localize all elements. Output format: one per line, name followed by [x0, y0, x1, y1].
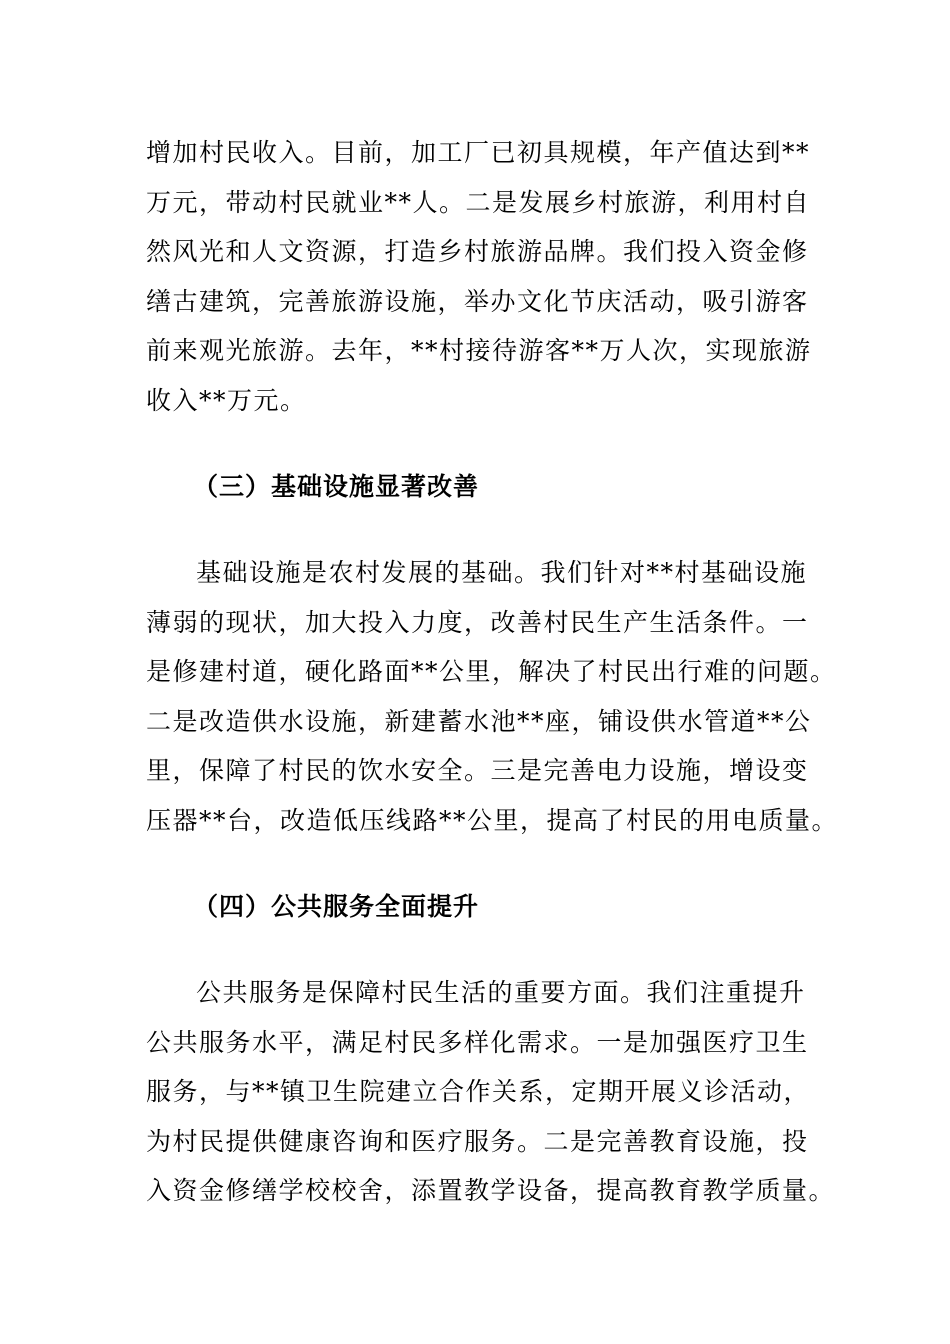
paragraph-line: 是修建村道，硬化路面**公里，解决了村民出行难的问题。 [146, 657, 837, 686]
section-heading-4: （四）公共服务全面提升 [193, 892, 480, 921]
paragraph-line: 增加村民收入。目前，加工厂已初具规模，年产值达到** [146, 138, 811, 167]
section-heading-3: （三）基础设施显著改善 [193, 472, 480, 501]
paragraph-line: 二是改造供水设施，新建蓄水池**座，铺设供水管道**公 [146, 707, 812, 736]
paragraph-line: 然风光和人文资源，打造乡村旅游品牌。我们投入资金修 [146, 237, 809, 266]
paragraph-line: 公共服务水平，满足村民多样化需求。一是加强医疗卫生 [146, 1028, 809, 1057]
paragraph-line: 为村民提供健康咨询和医疗服务。二是完善教育设施，投 [146, 1127, 809, 1156]
paragraph-line: 收入**万元。 [146, 386, 307, 415]
paragraph-line: 万元，带动村民就业**人。二是发展乡村旅游，利用村自 [146, 188, 811, 217]
paragraph-line: 前来观光旅游。去年，**村接待游客**万人次，实现旅游 [146, 336, 812, 365]
paragraph-line: 基础设施是农村发展的基础。我们针对**村基础设施 [196, 558, 808, 587]
paragraph-line: 压器**台，改造低压线路**公里，提高了村民的用电质量。 [146, 806, 839, 835]
paragraph-line: 入资金修缮学校校舍，添置教学设备，提高教育教学质量。 [146, 1176, 836, 1205]
paragraph-line: 服务，与**镇卫生院建立合作关系，定期开展义诊活动， [146, 1077, 811, 1106]
paragraph-line: 里，保障了村民的饮水安全。三是完善电力设施，增设变 [146, 756, 809, 785]
paragraph-line: 公共服务是保障村民生活的重要方面。我们注重提升 [196, 978, 806, 1007]
paragraph-line: 缮古建筑，完善旅游设施，举办文化节庆活动，吸引游客 [146, 287, 809, 316]
paragraph-line: 薄弱的现状，加大投入力度，改善村民生产生活条件。一 [146, 608, 809, 637]
